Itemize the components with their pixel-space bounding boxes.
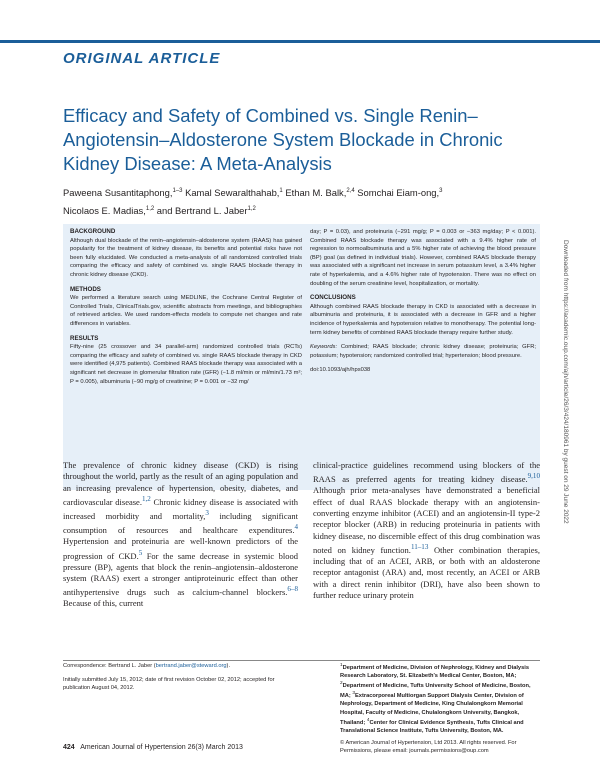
header-rule: [0, 40, 600, 43]
abstract-heading: CONCLUSIONS: [310, 294, 356, 302]
abstract-results: Fifty-nine (25 crossover and 34 parallel-arm) randomized controlled trials (RCTs) comparing the efficacy and safety of combined vs. single RAAS blockade therapy in CKD were identified (4,975 patients). Combined RAAS blockade therapy was associated with a significant net decrease in glomerular filtration rate (GFR) (−1.8 ml/min or ml/min/1.73 m²; P = 0.005), albuminuria (−90 mg/g of creatinine; P = 0.001 or −32 mg/: [70, 344, 302, 385]
page-footer: [63, 744, 243, 751]
author: Paweena Susantitaphong,$^{1-3}$: [63, 187, 183, 199]
footnotes-left: [63, 662, 298, 699]
reference-link[interactable]: 5: [138, 548, 143, 557]
section-label: ORIGINAL ARTICLE: [63, 50, 221, 67]
affiliations: $^1$Department of Medicine, Division of Nephrology, Kidney and Dialysis Research Laboratory, St. Elizabeth's Medical Center, Boston, MA; $^2$Department of Medicine, Tufts University School of Medicine, Boston, MA; $^3$Extracorporeal Multiorgan Support Dialysis Center, Division of Nephrology, Department of Medicine, King Chulalongkorn Memorial Hospital, Faculty of Medicine, Chulalongkorn University, Bangkok, Thailand; $^4$Center for Clinical Evidence Synthesis, Tufts Clinical and Translational Science Institute, Tufts University, Boston, MA.: [340, 663, 531, 734]
keywords: [310, 343, 536, 360]
abstract-right-column: [310, 228, 536, 381]
abstract-methods: We performed a literature search using MEDLINE, the Cochrane Central Register of Controlled Trials, ClinicalTrials.gov, scientific abstracts from meetings, and bibliographies of retrieved articles. We used random-effects models to compute net changes and rate differences in variables.: [70, 295, 302, 327]
abstract-results-continued: day; P = 0.03), and proteinuria (−291 mg/g; P = 0.003 or −363 mg/day; P < 0.001). Combined RAAS blockade therapy was associated with a 9.4% higher rate of regression to normoalbuminuria and a 5% higher rate of achieving the blood pressure (BP) goal (as defined in individual trials). However, combined RAAS blockade therapy was associated with a significant net increase in serum potassium level, a 3.4% higher rate of hyperkalemia, and a 4.6% higher rate of hypotension. There was no effect on doubling of the serum creatinine level, hospitalization, or mortality.: [310, 229, 536, 287]
keywords-label: Keywords:: [310, 344, 338, 351]
abstract-background: Although dual blockade of the renin–angiotensin–aldosterone system (RAAS) has gained popularity for the treatment of kidney disease, its benefits and potential risks have not been fully elucidated. We conducted a meta-analysis of all randomized controlled trials comparing the efficacy and safety of combined vs. single RAAS blockade therapy in chronic kidney disease (CKD).: [70, 237, 302, 278]
body-paragraph: clinical-practice guidelines recommend using blockers of the RAAS as preferred agents for treating kidney disease.$^{9,10}$ Although prior meta-analyses have demonstrated a beneficial effect of dual RAAS blockade therapy with an angiotensin-converting enzyme inhibitor (ACEI) and an angiotensin-II type-2 receptor blocker (ARB) in reducing proteinuria in patients with kidney disease, no discernible effect of this drug combination was noted on kidney function.$^{11-13}$ Other combination therapies, including that of an ACEI, ARB, or both with an aldosterone receptor antagonist (ARA) and, most recently, an ACEI or ARB with a direct renin inhibitor (DRI), have also been shown to further reduce urinary protein: [313, 460, 540, 600]
title-line: Kidney Disease: A Meta-Analysis: [63, 153, 332, 174]
reference-link[interactable]: 9,10: [527, 472, 540, 481]
body-right-column: [313, 460, 540, 601]
title-line: Angiotensin–Aldosterone System Blockade in Chronic: [63, 129, 503, 150]
footnotes-right: [340, 662, 540, 760]
doi[interactable]: doi:10.1093/ajh/hps038: [310, 367, 371, 374]
abstract-conclusions: Although combined RAAS blockade therapy in CKD is associated with a decrease in albuminuria and proteinuria, it is associated with a decrease in GFR and a higher incidence of hyperkalemia and hypotension relative to monotherapy. The potential long-term kidney benefits of combined RAAS blockade therapy require further study.: [310, 303, 536, 336]
title-line: Efficacy and Safety of Combined vs. Single Renin–: [63, 105, 478, 126]
author-list: [63, 183, 483, 219]
article-title: [63, 104, 533, 176]
submission-dates: Initially submitted July 15, 2012; date of first revision October 02, 2012; accepted for publication August 04, 2012.: [63, 677, 275, 692]
reference-link[interactable]: 6–8: [287, 585, 298, 594]
author: Nicolaos E. Madias,$^{1,2}$: [63, 205, 155, 217]
reference-link[interactable]: 4: [294, 523, 298, 532]
correspondence: Correspondence: Bertrand L. Jaber (bertrand.jaber@steward.org).: [63, 663, 231, 669]
author: Kamal Sewaralthahab,$^1$: [182, 187, 283, 199]
reference-link[interactable]: 3: [205, 509, 209, 518]
download-notice: Downloaded from https://academic.oup.com/ajh/article/26/3/424/180961 by guest on 29 June 2022: [562, 240, 569, 524]
abstract-heading: RESULTS: [70, 334, 99, 342]
abstract-heading: METHODS: [70, 285, 101, 293]
reference-link[interactable]: 1,2: [141, 494, 151, 503]
author: Ethan M. Balk,$^{2,4}$: [282, 187, 355, 199]
abstract-heading: BACKGROUND: [70, 228, 116, 235]
body-paragraph: The prevalence of chronic kidney disease (CKD) is rising throughout the world, partly as the result of an aging population and an increasing prevalence of hypertension, obesity, diabetes, and cardiovascular disease.$^{1,2}$ Chronic kidney disease is associated with increased morbidity and mortality,$^3$ including significant consumption of resources and healthcare expenditures.$^4$ Hypertension and proteinuria are well-known predictors of the progression of CKD.$^5$ For the same decrease in systemic blood pressure (BP), agents that block the renin–angiotensin–aldosterone system (RAAS) exert a stronger antiproteinuric effect than other antihypertensive drugs such as calcium-channel blockers.$^{6-8}$ Because of this, current: [63, 460, 298, 609]
download-side-note: [560, 240, 570, 570]
footnote-separator: [63, 660, 540, 661]
body-left-column: [63, 460, 298, 610]
author: and Bertrand L. Jaber$^{1,2}$: [154, 205, 256, 217]
keywords-text: Combined; RAAS blockade; chronic kidney disease; proteinuria; GFR; potassium; hypotension; randomized controlled trial; hypertension; blood pressure.: [310, 344, 536, 359]
reference-link[interactable]: 11–13: [410, 542, 429, 551]
abstract-left-column: [70, 228, 302, 392]
copyright: © American Journal of Hypertension, Ltd 2013. All rights reserved. For Permissions, please email: journals.permissions@oup.com: [340, 740, 517, 755]
author: Somchai Eiam-ong,$^3$: [354, 187, 443, 199]
journal-citation: American Journal of Hypertension 26(3) March 2013: [80, 744, 243, 751]
page-number: 424: [63, 744, 75, 751]
correspondence-email-link[interactable]: bertrand.jaber@steward.org: [155, 663, 227, 669]
